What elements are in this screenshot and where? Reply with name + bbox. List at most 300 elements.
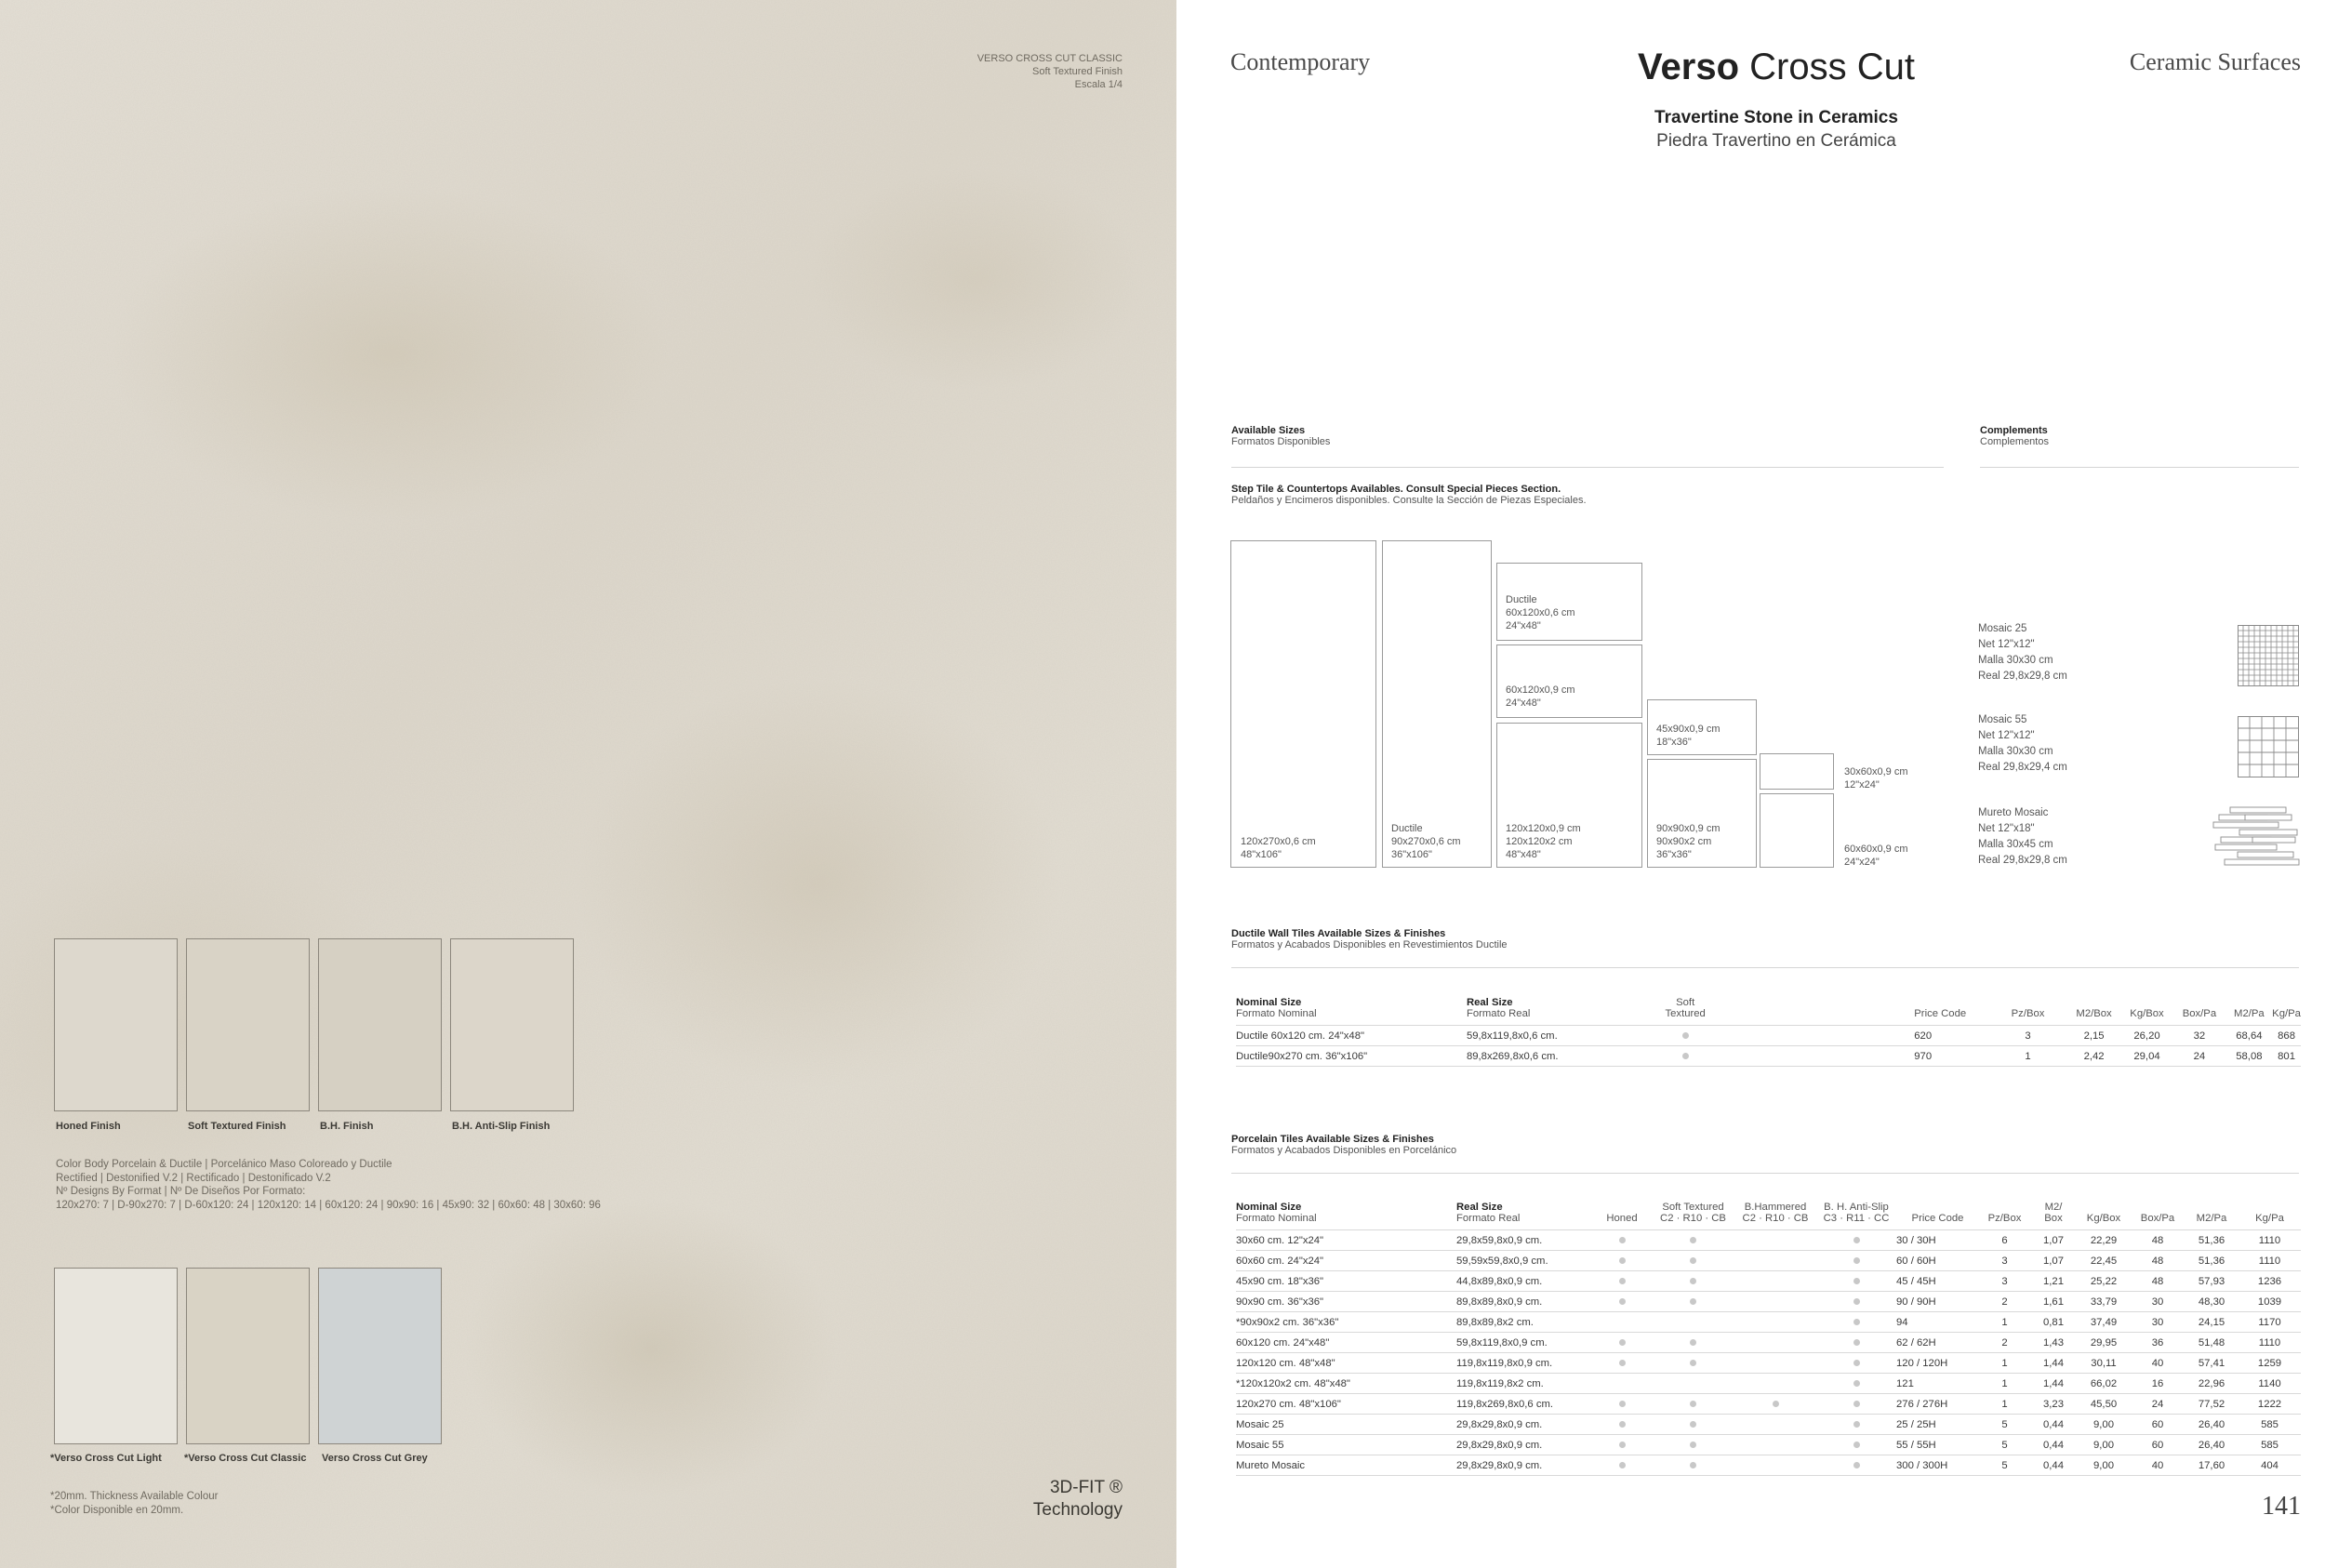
cell-price: 300 / 300H <box>1896 1455 1979 1476</box>
cell-boxpa: 48 <box>2131 1271 2185 1292</box>
note-line: Nº Designs By Format | Nº De Diseños Por Formato: <box>56 1186 306 1197</box>
section-title-es: Formatos y Acabados Disponibles en Revestimientos Ductile <box>1231 939 1508 950</box>
divider <box>1231 1173 2299 1174</box>
footnote-line: *Color Disponible en 20mm. <box>50 1504 184 1516</box>
finish-swatch-honed <box>54 938 178 1111</box>
cell-kg: 22,45 <box>2077 1251 2131 1271</box>
cell-soft-textured <box>1652 1312 1734 1333</box>
cell-m2: 1,07 <box>2030 1251 2077 1271</box>
cell-soft-textured <box>1652 1271 1734 1292</box>
cell-bush-hammered <box>1734 1374 1816 1394</box>
cell-pz: 5 <box>1979 1415 2030 1435</box>
tile-label: 120x270x0,6 cm 48"x106" <box>1241 836 1316 860</box>
complement-net: Net 12"x12" <box>1978 730 2035 741</box>
mosaic-55-grid-icon <box>2238 716 2299 777</box>
cell-real: 89,8x89,8x0,9 cm. <box>1456 1292 1592 1312</box>
complement-real: Real 29,8x29,8 cm <box>1978 855 2067 866</box>
complements-heading <box>1980 425 2049 447</box>
col-boxpa: Box/Pa <box>2131 1202 2185 1230</box>
cell-price: 276 / 276H <box>1896 1394 1979 1415</box>
product-notes <box>56 1158 601 1212</box>
col-spacer <box>1744 997 1915 1026</box>
cell-m2pa: 26,40 <box>2185 1435 2239 1455</box>
cell-soft-textured <box>1652 1292 1734 1312</box>
cell-honed <box>1592 1292 1652 1312</box>
cell-real: 59,8x119,8x0,9 cm. <box>1456 1333 1592 1353</box>
finish-swatch-bh-anti-slip <box>450 938 574 1111</box>
col-soft-textured: Soft Textured <box>1628 997 1744 1026</box>
cell-nominal: Mureto Mosaic <box>1236 1455 1456 1476</box>
cell-honed <box>1592 1435 1652 1455</box>
divider <box>1231 967 2299 968</box>
cell-kg: 29,04 <box>2121 1046 2172 1067</box>
availability-dot-icon <box>1690 1237 1696 1243</box>
cell-kgpa: 1110 <box>2239 1230 2301 1251</box>
availability-dot-icon <box>1619 1442 1626 1448</box>
cell-soft-textured <box>1652 1333 1734 1353</box>
complement-malla: Malla 30x30 cm <box>1978 746 2053 757</box>
cell-m2: 1,44 <box>2030 1374 2077 1394</box>
availability-dot-icon <box>1690 1360 1696 1366</box>
complement-mosaic-25 <box>1978 621 2067 684</box>
cell-m2pa: 51,36 <box>2185 1230 2239 1251</box>
footnotes <box>50 1490 218 1517</box>
ductile-table-body <box>1236 1026 2301 1067</box>
cell-boxpa: 36 <box>2131 1333 2185 1353</box>
cell-kg: 26,20 <box>2121 1026 2172 1046</box>
cell-pz: 5 <box>1979 1435 2030 1455</box>
availability-dot-icon <box>1853 1360 1860 1366</box>
cell-m2: 0,44 <box>2030 1415 2077 1435</box>
cell-honed <box>1592 1394 1652 1415</box>
cell-honed <box>1592 1251 1652 1271</box>
cell-kgpa: 1236 <box>2239 1271 2301 1292</box>
cell-nominal: 60x120 cm. 24"x48" <box>1236 1333 1456 1353</box>
cell-kg: 37,49 <box>2077 1312 2131 1333</box>
col-kg: Kg/Box <box>2121 997 2172 1026</box>
colour-swatch-grey <box>318 1268 442 1444</box>
tile-label: 90x90x0,9 cm 90x90x2 cm 36"x36" <box>1656 823 1720 860</box>
cell-nominal: *120x120x2 cm. 48"x48" <box>1236 1374 1456 1394</box>
cell-boxpa: 16 <box>2131 1374 2185 1394</box>
availability-dot-icon <box>1690 1339 1696 1346</box>
caption-line: Soft Textured Finish <box>1031 66 1123 77</box>
complement-mureto-mosaic <box>1978 805 2067 869</box>
porcelain-table <box>1236 1202 2301 1476</box>
cell-bh-anti-slip <box>1816 1394 1896 1415</box>
ductile-heading <box>1231 928 1508 950</box>
table-row <box>1236 1312 2301 1333</box>
complement-malla: Malla 30x45 cm <box>1978 839 2053 850</box>
cell-pz: 2 <box>1979 1292 2030 1312</box>
section-title: Complements <box>1980 425 2048 436</box>
cell-soft-textured <box>1652 1435 1734 1455</box>
availability-dot-icon <box>1619 1298 1626 1305</box>
finish-label: B.H. Finish <box>320 1121 374 1132</box>
colour-swatch-light <box>54 1268 178 1444</box>
cell-real: 44,8x89,8x0,9 cm. <box>1456 1271 1592 1292</box>
col-kgpa: Kg/Pa <box>2272 997 2301 1026</box>
cell-nominal: 60x60 cm. 24"x24" <box>1236 1251 1456 1271</box>
cell-kg: 30,11 <box>2077 1353 2131 1374</box>
availability-dot-icon <box>1690 1257 1696 1264</box>
porcelain-table-body <box>1236 1230 2301 1476</box>
section-title: Ductile Wall Tiles Available Sizes & Finishes <box>1231 928 1446 939</box>
availability-dot-icon <box>1853 1380 1860 1387</box>
cell-kg: 9,00 <box>2077 1435 2131 1455</box>
col-m2pa: M2/Pa <box>2226 997 2273 1026</box>
cell-boxpa: 60 <box>2131 1435 2185 1455</box>
section-title: Available Sizes <box>1231 425 1306 436</box>
section-title-es: Formatos y Acabados Disponibles en Porcelánico <box>1231 1145 1457 1156</box>
table-row <box>1236 1394 2301 1415</box>
cell-boxpa: 48 <box>2131 1230 2185 1251</box>
cell-pz: 6 <box>1979 1230 2030 1251</box>
cell-honed <box>1592 1271 1652 1292</box>
cell-real: 29,8x29,8x0,9 cm. <box>1456 1415 1592 1435</box>
availability-dot-icon <box>1853 1339 1860 1346</box>
table-row <box>1236 1415 2301 1435</box>
availability-dot-icon <box>1853 1421 1860 1428</box>
cell-m2pa: 57,93 <box>2185 1271 2239 1292</box>
cell-kgpa: 1039 <box>2239 1292 2301 1312</box>
cell-soft-textured <box>1652 1455 1734 1476</box>
section-title-es: Formatos Disponibles <box>1231 436 1331 447</box>
cell-kg: 22,29 <box>2077 1230 2131 1251</box>
cell-m2: 0,81 <box>2030 1312 2077 1333</box>
cell-m2pa: 22,96 <box>2185 1374 2239 1394</box>
cell-honed <box>1592 1230 1652 1251</box>
cell-spacer <box>1744 1046 1915 1067</box>
cell-kg: 9,00 <box>2077 1415 2131 1435</box>
cell-real: 119,8x119,8x0,9 cm. <box>1456 1353 1592 1374</box>
cell-price: 45 / 45H <box>1896 1271 1979 1292</box>
tile-ductile-90x270 <box>1382 540 1492 868</box>
table-row <box>1236 1046 2301 1067</box>
cell-kgpa: 1140 <box>2239 1374 2301 1394</box>
cell-pz: 1 <box>1979 1353 2030 1374</box>
availability-dot-icon <box>1773 1401 1779 1407</box>
col-pz: Pz/Box <box>1989 997 2067 1026</box>
tile-label: 120x120x0,9 cm 120x120x2 cm 48"x48" <box>1506 823 1581 860</box>
col-kgpa: Kg/Pa <box>2239 1202 2301 1230</box>
cell-pz: 3 <box>1989 1026 2067 1046</box>
table-row <box>1236 1374 2301 1394</box>
cell-soft-textured <box>1652 1353 1734 1374</box>
cell-real: 89,8x89,8x2 cm. <box>1456 1312 1592 1333</box>
technology-line: Technology <box>1032 1500 1123 1520</box>
cell-price: 121 <box>1896 1374 1979 1394</box>
cell-nominal: 90x90 cm. 36"x36" <box>1236 1292 1456 1312</box>
availability-dot-icon <box>1853 1319 1860 1325</box>
cell-pz: 1 <box>1979 1374 2030 1394</box>
col-nominal: Nominal Size Formato Nominal <box>1236 997 1467 1026</box>
cell-kgpa: 1110 <box>2239 1251 2301 1271</box>
cell-m2pa: 68,64 <box>2226 1026 2273 1046</box>
cell-price: 25 / 25H <box>1896 1415 1979 1435</box>
technology-badge <box>1033 1477 1123 1521</box>
cell-price: 620 <box>1914 1026 1988 1046</box>
cell-honed <box>1592 1374 1652 1394</box>
cell-soft-textured <box>1652 1230 1734 1251</box>
tile-label: 45x90x0,9 cm 18"x36" <box>1656 724 1720 748</box>
availability-dot-icon <box>1690 1278 1696 1284</box>
cell-soft-textured <box>1628 1026 1744 1046</box>
complement-name: Mosaic 25 <box>1978 623 2027 634</box>
table-header-row <box>1236 1202 2301 1230</box>
cell-soft-textured <box>1652 1415 1734 1435</box>
colour-label: *Verso Cross Cut Light <box>50 1453 162 1464</box>
col-m2: M2/ Box <box>2030 1202 2077 1230</box>
cell-real: 59,59x59,8x0,9 cm. <box>1456 1251 1592 1271</box>
cell-soft-textured <box>1628 1046 1744 1067</box>
page-number: 141 <box>2262 1492 2301 1521</box>
title-bold: Verso <box>1638 47 1740 87</box>
cell-bh-anti-slip <box>1816 1455 1896 1476</box>
mureto-mosaic-icon <box>2212 805 2301 867</box>
cell-real: 29,8x29,8x0,9 cm. <box>1456 1455 1592 1476</box>
cell-pz: 3 <box>1979 1251 2030 1271</box>
tile-label: Ductile 90x270x0,6 cm 36"x106" <box>1391 823 1461 860</box>
cell-m2pa: 51,36 <box>2185 1251 2239 1271</box>
cell-bh-anti-slip <box>1816 1271 1896 1292</box>
cell-bh-anti-slip <box>1816 1251 1896 1271</box>
divider <box>1231 467 1944 468</box>
cell-pz: 2 <box>1979 1333 2030 1353</box>
cell-kgpa: 404 <box>2239 1455 2301 1476</box>
availability-dot-icon <box>1619 1401 1626 1407</box>
table-row <box>1236 1333 2301 1353</box>
cell-kg: 66,02 <box>2077 1374 2131 1394</box>
cell-price: 94 <box>1896 1312 1979 1333</box>
cell-kgpa: 585 <box>2239 1415 2301 1435</box>
cell-real: 119,8x119,8x2 cm. <box>1456 1374 1592 1394</box>
table-row <box>1236 1230 2301 1251</box>
cell-boxpa: 24 <box>2172 1046 2225 1067</box>
cell-price: 60 / 60H <box>1896 1251 1979 1271</box>
caption-line: Escala 1/4 <box>1074 79 1123 90</box>
availability-dot-icon <box>1853 1462 1860 1468</box>
cell-m2pa: 77,52 <box>2185 1394 2239 1415</box>
colour-label: *Verso Cross Cut Classic <box>184 1453 307 1464</box>
cell-boxpa: 40 <box>2131 1455 2185 1476</box>
tile-label: 30x60x0,9 cm 12"x24" <box>1844 766 1908 791</box>
cell-m2pa: 58,08 <box>2226 1046 2273 1067</box>
cell-spacer <box>1744 1026 1915 1046</box>
cell-bh-anti-slip <box>1816 1353 1896 1374</box>
cell-pz: 1 <box>1989 1046 2067 1067</box>
cell-boxpa: 24 <box>2131 1394 2185 1415</box>
complement-net: Net 12"x18" <box>1978 823 2035 834</box>
colour-label: Verso Cross Cut Grey <box>322 1453 428 1464</box>
availability-dot-icon <box>1853 1442 1860 1448</box>
cell-kgpa: 585 <box>2239 1435 2301 1455</box>
cell-m2: 0,44 <box>2030 1435 2077 1455</box>
cell-kg: 33,79 <box>2077 1292 2131 1312</box>
cell-bush-hammered <box>1734 1312 1816 1333</box>
cell-m2pa: 57,41 <box>2185 1353 2239 1374</box>
footnote-line: *20mm. Thickness Available Colour <box>50 1491 219 1502</box>
availability-dot-icon <box>1853 1237 1860 1243</box>
cell-pz: 5 <box>1979 1455 2030 1476</box>
availability-dot-icon <box>1690 1421 1696 1428</box>
tile-30x60 <box>1760 753 1834 790</box>
porcelain-heading <box>1231 1134 1456 1156</box>
cell-kg: 25,22 <box>2077 1271 2131 1292</box>
cell-nominal: *90x90x2 cm. 36"x36" <box>1236 1312 1456 1333</box>
finish-label: Honed Finish <box>56 1121 121 1132</box>
cell-kgpa: 1222 <box>2239 1394 2301 1415</box>
cell-real: 119,8x269,8x0,6 cm. <box>1456 1394 1592 1415</box>
cell-price: 30 / 30H <box>1896 1230 1979 1251</box>
cell-kgpa: 1259 <box>2239 1353 2301 1374</box>
cell-price: 62 / 62H <box>1896 1333 1979 1353</box>
availability-dot-icon <box>1853 1401 1860 1407</box>
cell-nominal: 30x60 cm. 12"x24" <box>1236 1230 1456 1251</box>
note-line: Color Body Porcelain & Ductile | Porcelánico Maso Coloreado y Ductile <box>56 1159 392 1170</box>
finish-label: B.H. Anti-Slip Finish <box>452 1121 551 1132</box>
cell-boxpa: 30 <box>2131 1312 2185 1333</box>
cell-nominal: 45x90 cm. 18"x36" <box>1236 1271 1456 1292</box>
table-header-row <box>1236 997 2301 1026</box>
availability-dot-icon <box>1619 1278 1626 1284</box>
cell-bush-hammered <box>1734 1333 1816 1353</box>
cell-m2: 1,44 <box>2030 1353 2077 1374</box>
table-row <box>1236 1455 2301 1476</box>
cell-bush-hammered <box>1734 1230 1816 1251</box>
cell-nominal: Ductile90x270 cm. 36"x106" <box>1236 1046 1467 1067</box>
section-title: Porcelain Tiles Available Sizes & Finishes <box>1231 1134 1434 1145</box>
cell-m2: 2,15 <box>2066 1026 2120 1046</box>
availability-dot-icon <box>1853 1298 1860 1305</box>
cell-bh-anti-slip <box>1816 1292 1896 1312</box>
cell-m2pa: 51,48 <box>2185 1333 2239 1353</box>
note-line: Rectified | Destonified V.2 | Rectificado | Destonificado V.2 <box>56 1172 331 1184</box>
step-note-es: Peldaños y Encimeros disponibles. Consulte la Sección de Piezas Especiales. <box>1231 495 1587 506</box>
availability-dot-icon <box>1619 1360 1626 1366</box>
availability-dot-icon <box>1690 1298 1696 1305</box>
header-category: Contemporary <box>1230 48 1371 75</box>
finish-swatch-soft-textured <box>186 938 310 1111</box>
table-row <box>1236 1353 2301 1374</box>
col-real: Real Size Formato Real <box>1456 1202 1592 1230</box>
cell-m2: 1,07 <box>2030 1230 2077 1251</box>
cell-bush-hammered <box>1734 1435 1816 1455</box>
cell-honed <box>1592 1353 1652 1374</box>
tile-label: Ductile 60x120x0,6 cm 24"x48" <box>1506 594 1575 631</box>
complement-malla: Malla 30x30 cm <box>1978 655 2053 666</box>
mosaic-25-grid-icon <box>2238 625 2299 686</box>
cell-boxpa: 40 <box>2131 1353 2185 1374</box>
cell-kg: 29,95 <box>2077 1333 2131 1353</box>
availability-dot-icon <box>1690 1462 1696 1468</box>
cell-kg: 45,50 <box>2077 1394 2131 1415</box>
cell-m2: 1,21 <box>2030 1271 2077 1292</box>
cell-m2pa: 17,60 <box>2185 1455 2239 1476</box>
cell-real: 29,8x59,8x0,9 cm. <box>1456 1230 1592 1251</box>
cell-kgpa: 1110 <box>2239 1333 2301 1353</box>
finish-swatch-bh <box>318 938 442 1111</box>
cell-boxpa: 48 <box>2131 1251 2185 1271</box>
cell-bh-anti-slip <box>1816 1435 1896 1455</box>
cell-price: 90 / 90H <box>1896 1292 1979 1312</box>
complement-name: Mosaic 55 <box>1978 714 2027 725</box>
tile-120x270 <box>1230 540 1376 868</box>
cell-bush-hammered <box>1734 1394 1816 1415</box>
table-row <box>1236 1271 2301 1292</box>
cell-real: 89,8x269,8x0,6 cm. <box>1467 1046 1628 1067</box>
cell-nominal: 120x120 cm. 48"x48" <box>1236 1353 1456 1374</box>
table-row <box>1236 1251 2301 1271</box>
cell-real: 29,8x29,8x0,9 cm. <box>1456 1435 1592 1455</box>
subtitle: Travertine Stone in Ceramics <box>1654 108 1898 127</box>
table-row <box>1236 1292 2301 1312</box>
cell-honed <box>1592 1415 1652 1435</box>
availability-dot-icon <box>1690 1401 1696 1407</box>
cell-boxpa: 32 <box>2172 1026 2225 1046</box>
availability-dot-icon <box>1682 1053 1689 1059</box>
col-price: Price Code <box>1896 1202 1979 1230</box>
cell-m2pa: 48,30 <box>2185 1292 2239 1312</box>
col-kg: Kg/Box <box>2077 1202 2131 1230</box>
col-price: Price Code <box>1914 997 1988 1026</box>
cell-boxpa: 60 <box>2131 1415 2185 1435</box>
cell-soft-textured <box>1652 1251 1734 1271</box>
divider <box>1980 467 2299 468</box>
col-soft-textured: Soft Textured C2 · R10 · CB <box>1652 1202 1734 1230</box>
cell-m2: 1,61 <box>2030 1292 2077 1312</box>
col-honed: Honed <box>1592 1202 1652 1230</box>
colour-swatch-classic <box>186 1268 310 1444</box>
cell-m2: 3,23 <box>2030 1394 2077 1415</box>
cell-kgpa: 1170 <box>2239 1312 2301 1333</box>
cell-bush-hammered <box>1734 1292 1816 1312</box>
col-nominal: Nominal Size Formato Nominal <box>1236 1202 1456 1230</box>
availability-dot-icon <box>1619 1237 1626 1243</box>
cell-bush-hammered <box>1734 1271 1816 1292</box>
cell-honed <box>1592 1455 1652 1476</box>
cell-m2: 1,43 <box>2030 1333 2077 1353</box>
col-boxpa: Box/Pa <box>2172 997 2225 1026</box>
table-row <box>1236 1026 2301 1046</box>
cell-bush-hammered <box>1734 1415 1816 1435</box>
cell-bh-anti-slip <box>1816 1374 1896 1394</box>
tile-label: 60x120x0,9 cm 24"x48" <box>1506 684 1575 709</box>
photo-caption <box>977 52 1123 91</box>
cell-soft-textured <box>1652 1374 1734 1394</box>
cell-price: 970 <box>1914 1046 1988 1067</box>
cell-price: 120 / 120H <box>1896 1353 1979 1374</box>
availability-dot-icon <box>1690 1442 1696 1448</box>
subtitle-es: Piedra Travertino en Cerámica <box>1656 131 1896 151</box>
col-pz: Pz/Box <box>1979 1202 2030 1230</box>
cell-pz: 1 <box>1979 1312 2030 1333</box>
cell-m2pa: 24,15 <box>2185 1312 2239 1333</box>
cell-nominal: Mosaic 55 <box>1236 1435 1456 1455</box>
col-bh-anti-slip: B. H. Anti-Slip C3 · R11 · CC <box>1816 1202 1896 1230</box>
availability-dot-icon <box>1619 1257 1626 1264</box>
step-note-en: Step Tile & Countertops Availables. Consult Special Pieces Section. <box>1231 484 1561 495</box>
cell-pz: 3 <box>1979 1271 2030 1292</box>
complement-real: Real 29,8x29,4 cm <box>1978 762 2067 773</box>
col-real: Real Size Formato Real <box>1467 997 1628 1026</box>
cell-pz: 1 <box>1979 1394 2030 1415</box>
complement-net: Net 12"x12" <box>1978 639 2035 650</box>
col-bush-hammered: B.Hammered C2 · R10 · CB <box>1734 1202 1816 1230</box>
cell-m2pa: 26,40 <box>2185 1415 2239 1435</box>
availability-dot-icon <box>1682 1032 1689 1039</box>
header-section: Ceramic Surfaces <box>2129 48 2301 75</box>
